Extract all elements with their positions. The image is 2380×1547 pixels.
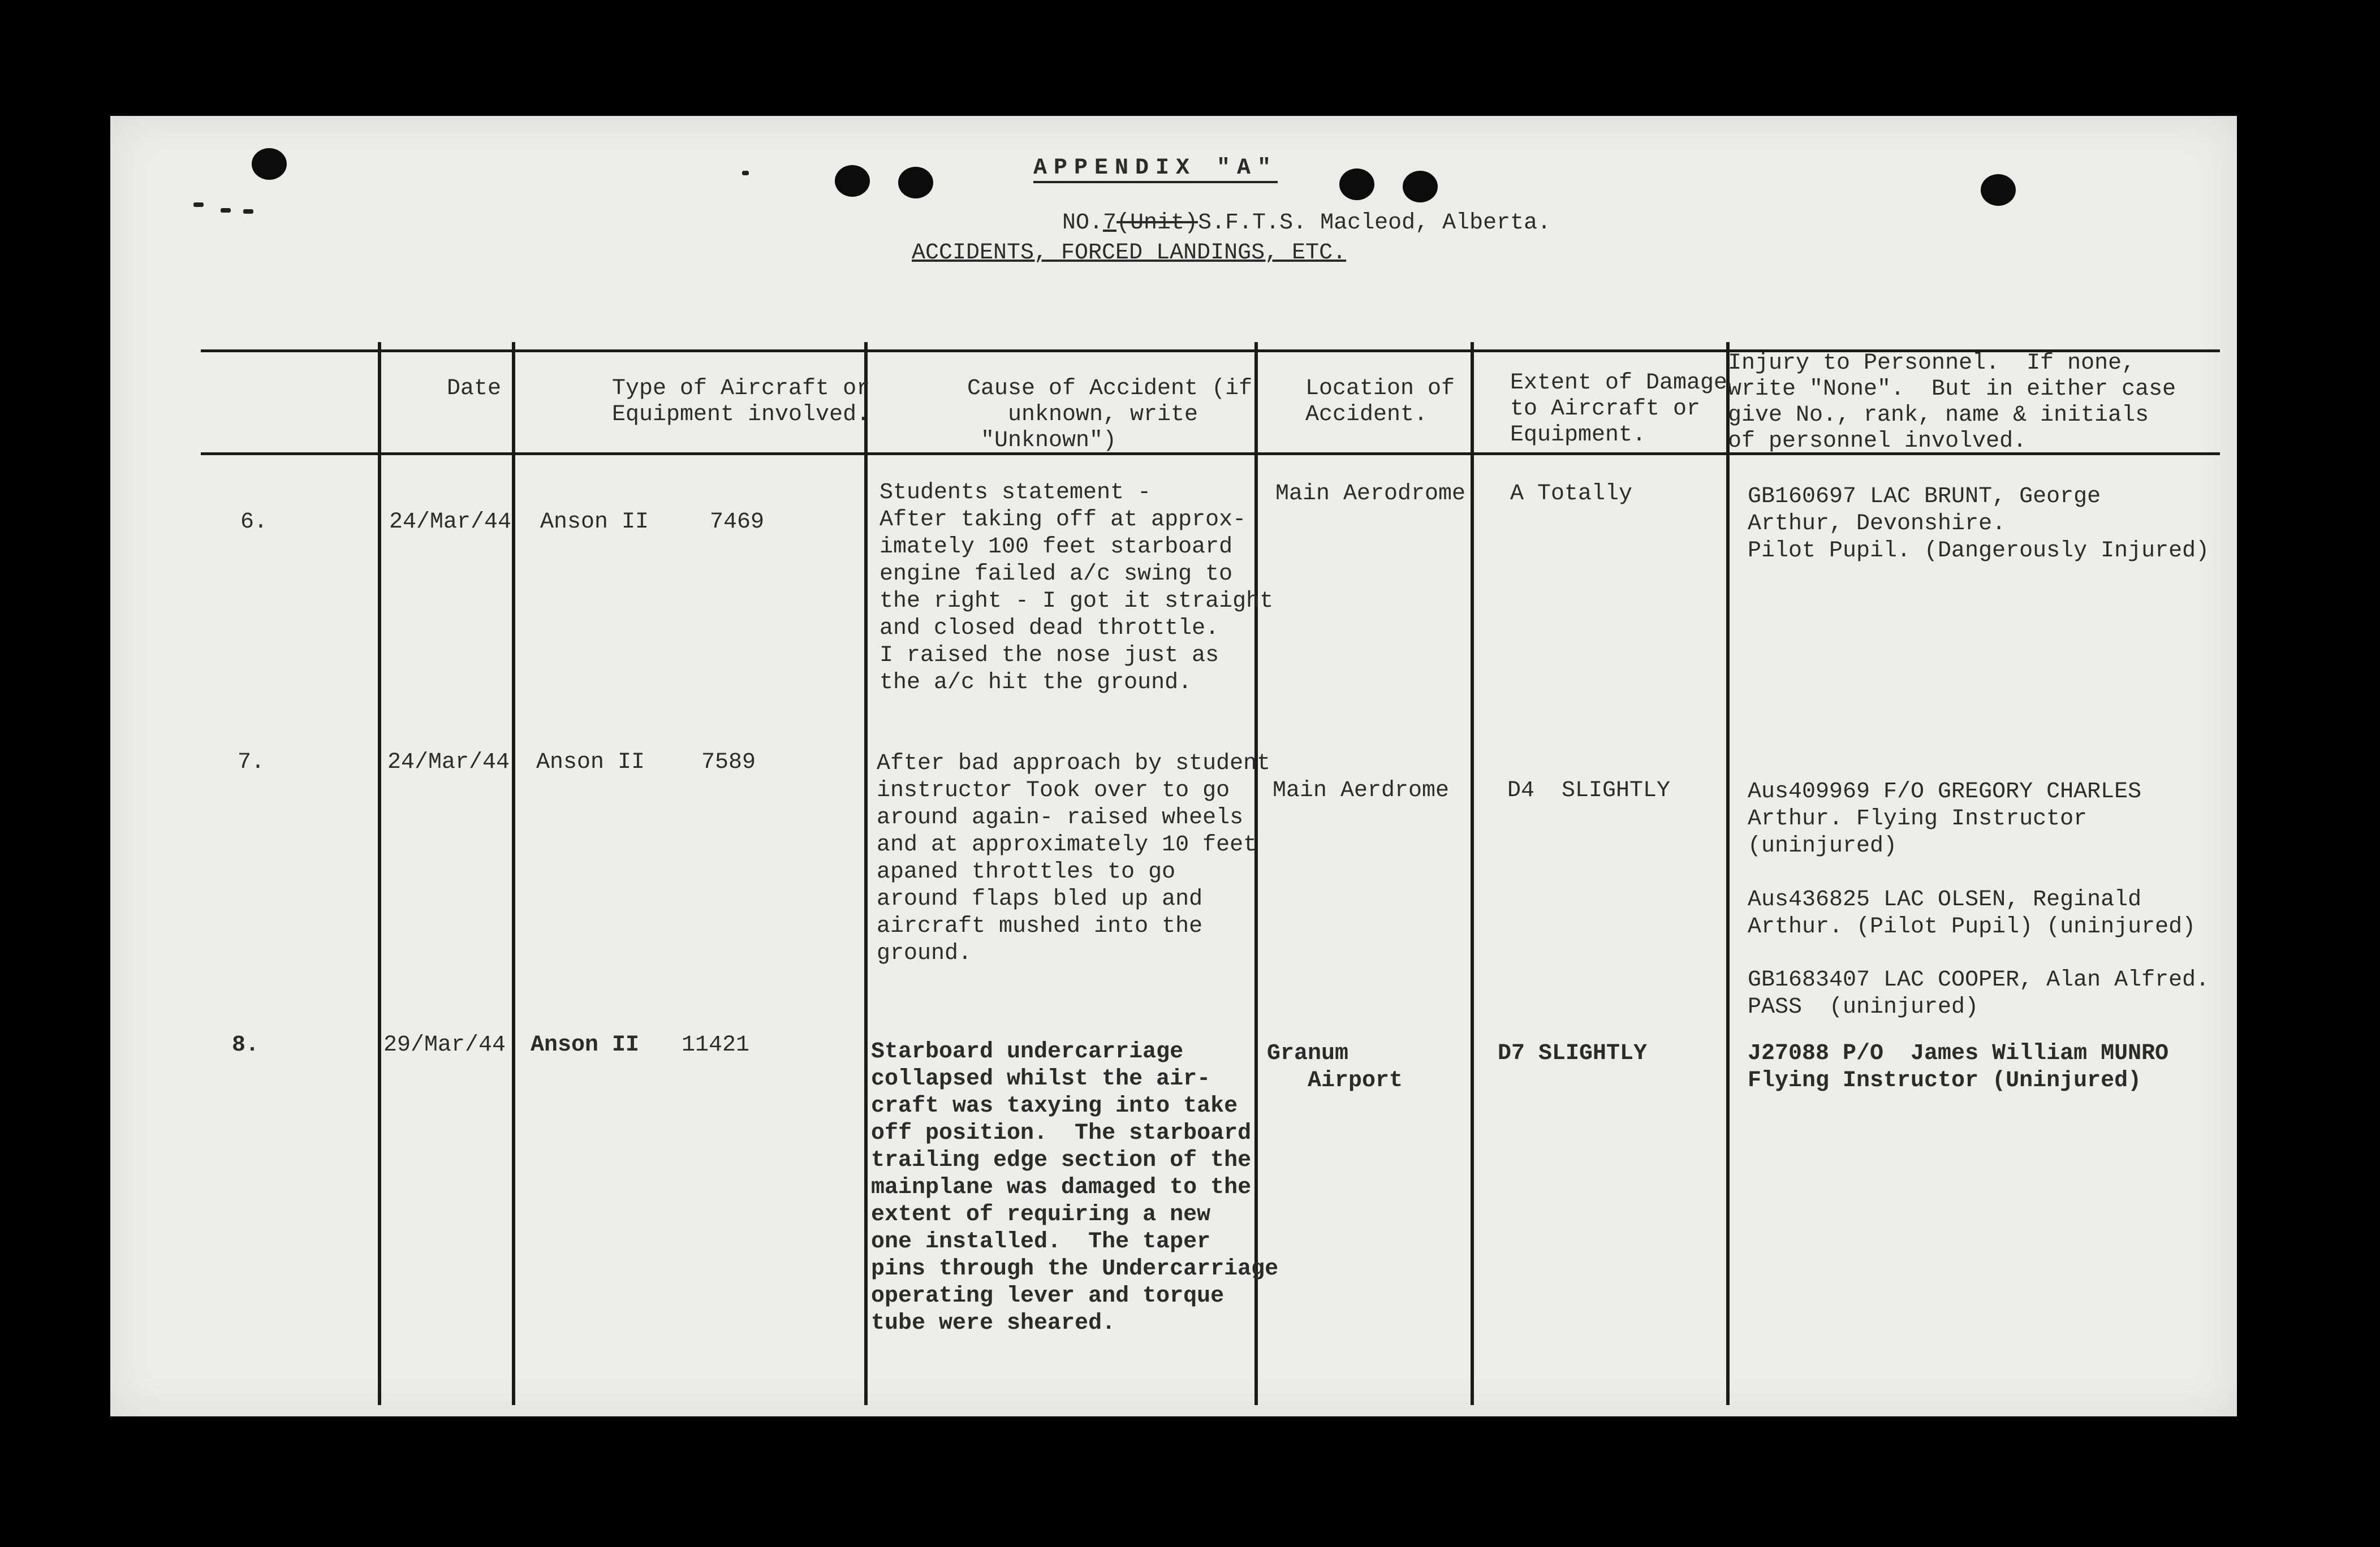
row-date: 24/Mar/44: [387, 750, 510, 775]
ink-mark: [243, 209, 253, 214]
unit-struck: (Unit): [1116, 210, 1198, 236]
punch-hole: [835, 165, 870, 197]
punch-hole: [252, 148, 287, 180]
row-date: 29/Mar/44: [383, 1032, 506, 1058]
ink-mark: [221, 208, 231, 213]
header-date: Date: [447, 376, 502, 401]
ink-mark: [742, 171, 749, 175]
header-cause: Cause of Accident (if unknown, write "Unknown"): [967, 376, 1253, 453]
row-location: Main Aerdrome: [1273, 778, 1450, 803]
column-divider: [1726, 342, 1730, 1405]
column-divider: [1471, 342, 1474, 1405]
column-divider: [378, 342, 381, 1405]
row-number: 6.: [240, 509, 268, 535]
appendix-title: APPENDIX "A": [1033, 155, 1278, 183]
row-aircraft-type: Anson II: [531, 1032, 640, 1058]
row-location: Main Aerodrome: [1275, 481, 1466, 507]
row-injury: GB1683407 LAC COOPER, Alan Alfred. PASS (uninjured): [1748, 967, 2210, 1020]
column-divider: [512, 342, 515, 1405]
row-aircraft-serial: 7589: [701, 750, 756, 775]
row-damage: D4 SLIGHTLY: [1507, 778, 1671, 803]
row-injury: GB160697 LAC BRUNT, George Arthur, Devonshire. Pilot Pupil. (Dangerously Injured): [1748, 484, 2210, 564]
row-aircraft-serial: 7469: [710, 509, 765, 535]
row-aircraft-type: Anson II: [536, 750, 645, 775]
row-cause: Starboard undercarriage collapsed whilst the air- craft was taxying into take off position. The starboard trailing edge section of the mainplane was damaged to the extent of requiring a new one installed. The taper pins through the Undercarriage operating lever and torque tube were sheared.: [871, 1039, 1279, 1336]
punch-hole: [1981, 174, 2016, 206]
header-injury: Injury to Personnel. If none, write "None". But in either case give No., rank, name & initials of personnel involved.: [1728, 351, 2176, 454]
row-number: 7.: [238, 750, 265, 775]
row-injury: J27088 P/O James William MUNRO Flying Instructor (Uninjured): [1748, 1041, 2169, 1094]
document-title: ACCIDENTS, FORCED LANDINGS, ETC.: [912, 240, 1347, 266]
ink-mark: [193, 202, 204, 207]
row-cause: Students statement - After taking off at approx- imately 100 feet starboard engine failed a/c swing to the right - I got it straight and closed dead throttle. I raised the nose just as the a/c hit the ground.: [879, 480, 1274, 695]
row-injury: Aus436825 LAC OLSEN, Reginald Arthur. (Pilot Pupil) (uninjured): [1748, 887, 2196, 940]
punch-hole: [898, 167, 933, 198]
row-aircraft-type: Anson II: [540, 509, 649, 535]
unit-line: NO.7(Unit)S.F.T.S. Macleod, Alberta.: [1062, 210, 1551, 236]
header-damage: Extent of Damage to Aircraft or Equipment.: [1510, 370, 1728, 448]
row-damage: A Totally: [1510, 481, 1633, 507]
row-date: 24/Mar/44: [389, 509, 512, 535]
column-divider: [864, 342, 868, 1405]
row-number: 8.: [232, 1032, 260, 1058]
row-damage: D7 SLIGHTLY: [1498, 1041, 1648, 1066]
punch-hole: [1339, 168, 1374, 200]
row-cause: After bad approach by student instructor Took over to go around again- raised wheels and at approximately 10 feet apaned throttles to go around flaps bled up and aircraft mushed into the ground.: [877, 751, 1271, 966]
row-aircraft-serial: 11421: [682, 1032, 750, 1058]
punch-hole: [1403, 171, 1438, 202]
unit-number: 7: [1103, 210, 1117, 236]
header-aircraft-type: Type of Aircraft or Equipment involved.: [612, 376, 870, 427]
row-injury: Aus409969 F/O GREGORY CHARLES Arthur. Flying Instructor (uninjured): [1748, 779, 2142, 859]
unit-name: S.F.T.S. Macleod, Alberta.: [1198, 210, 1551, 236]
header-location: Location of Accident.: [1305, 376, 1455, 427]
row-location: Granum Airport: [1267, 1041, 1403, 1094]
